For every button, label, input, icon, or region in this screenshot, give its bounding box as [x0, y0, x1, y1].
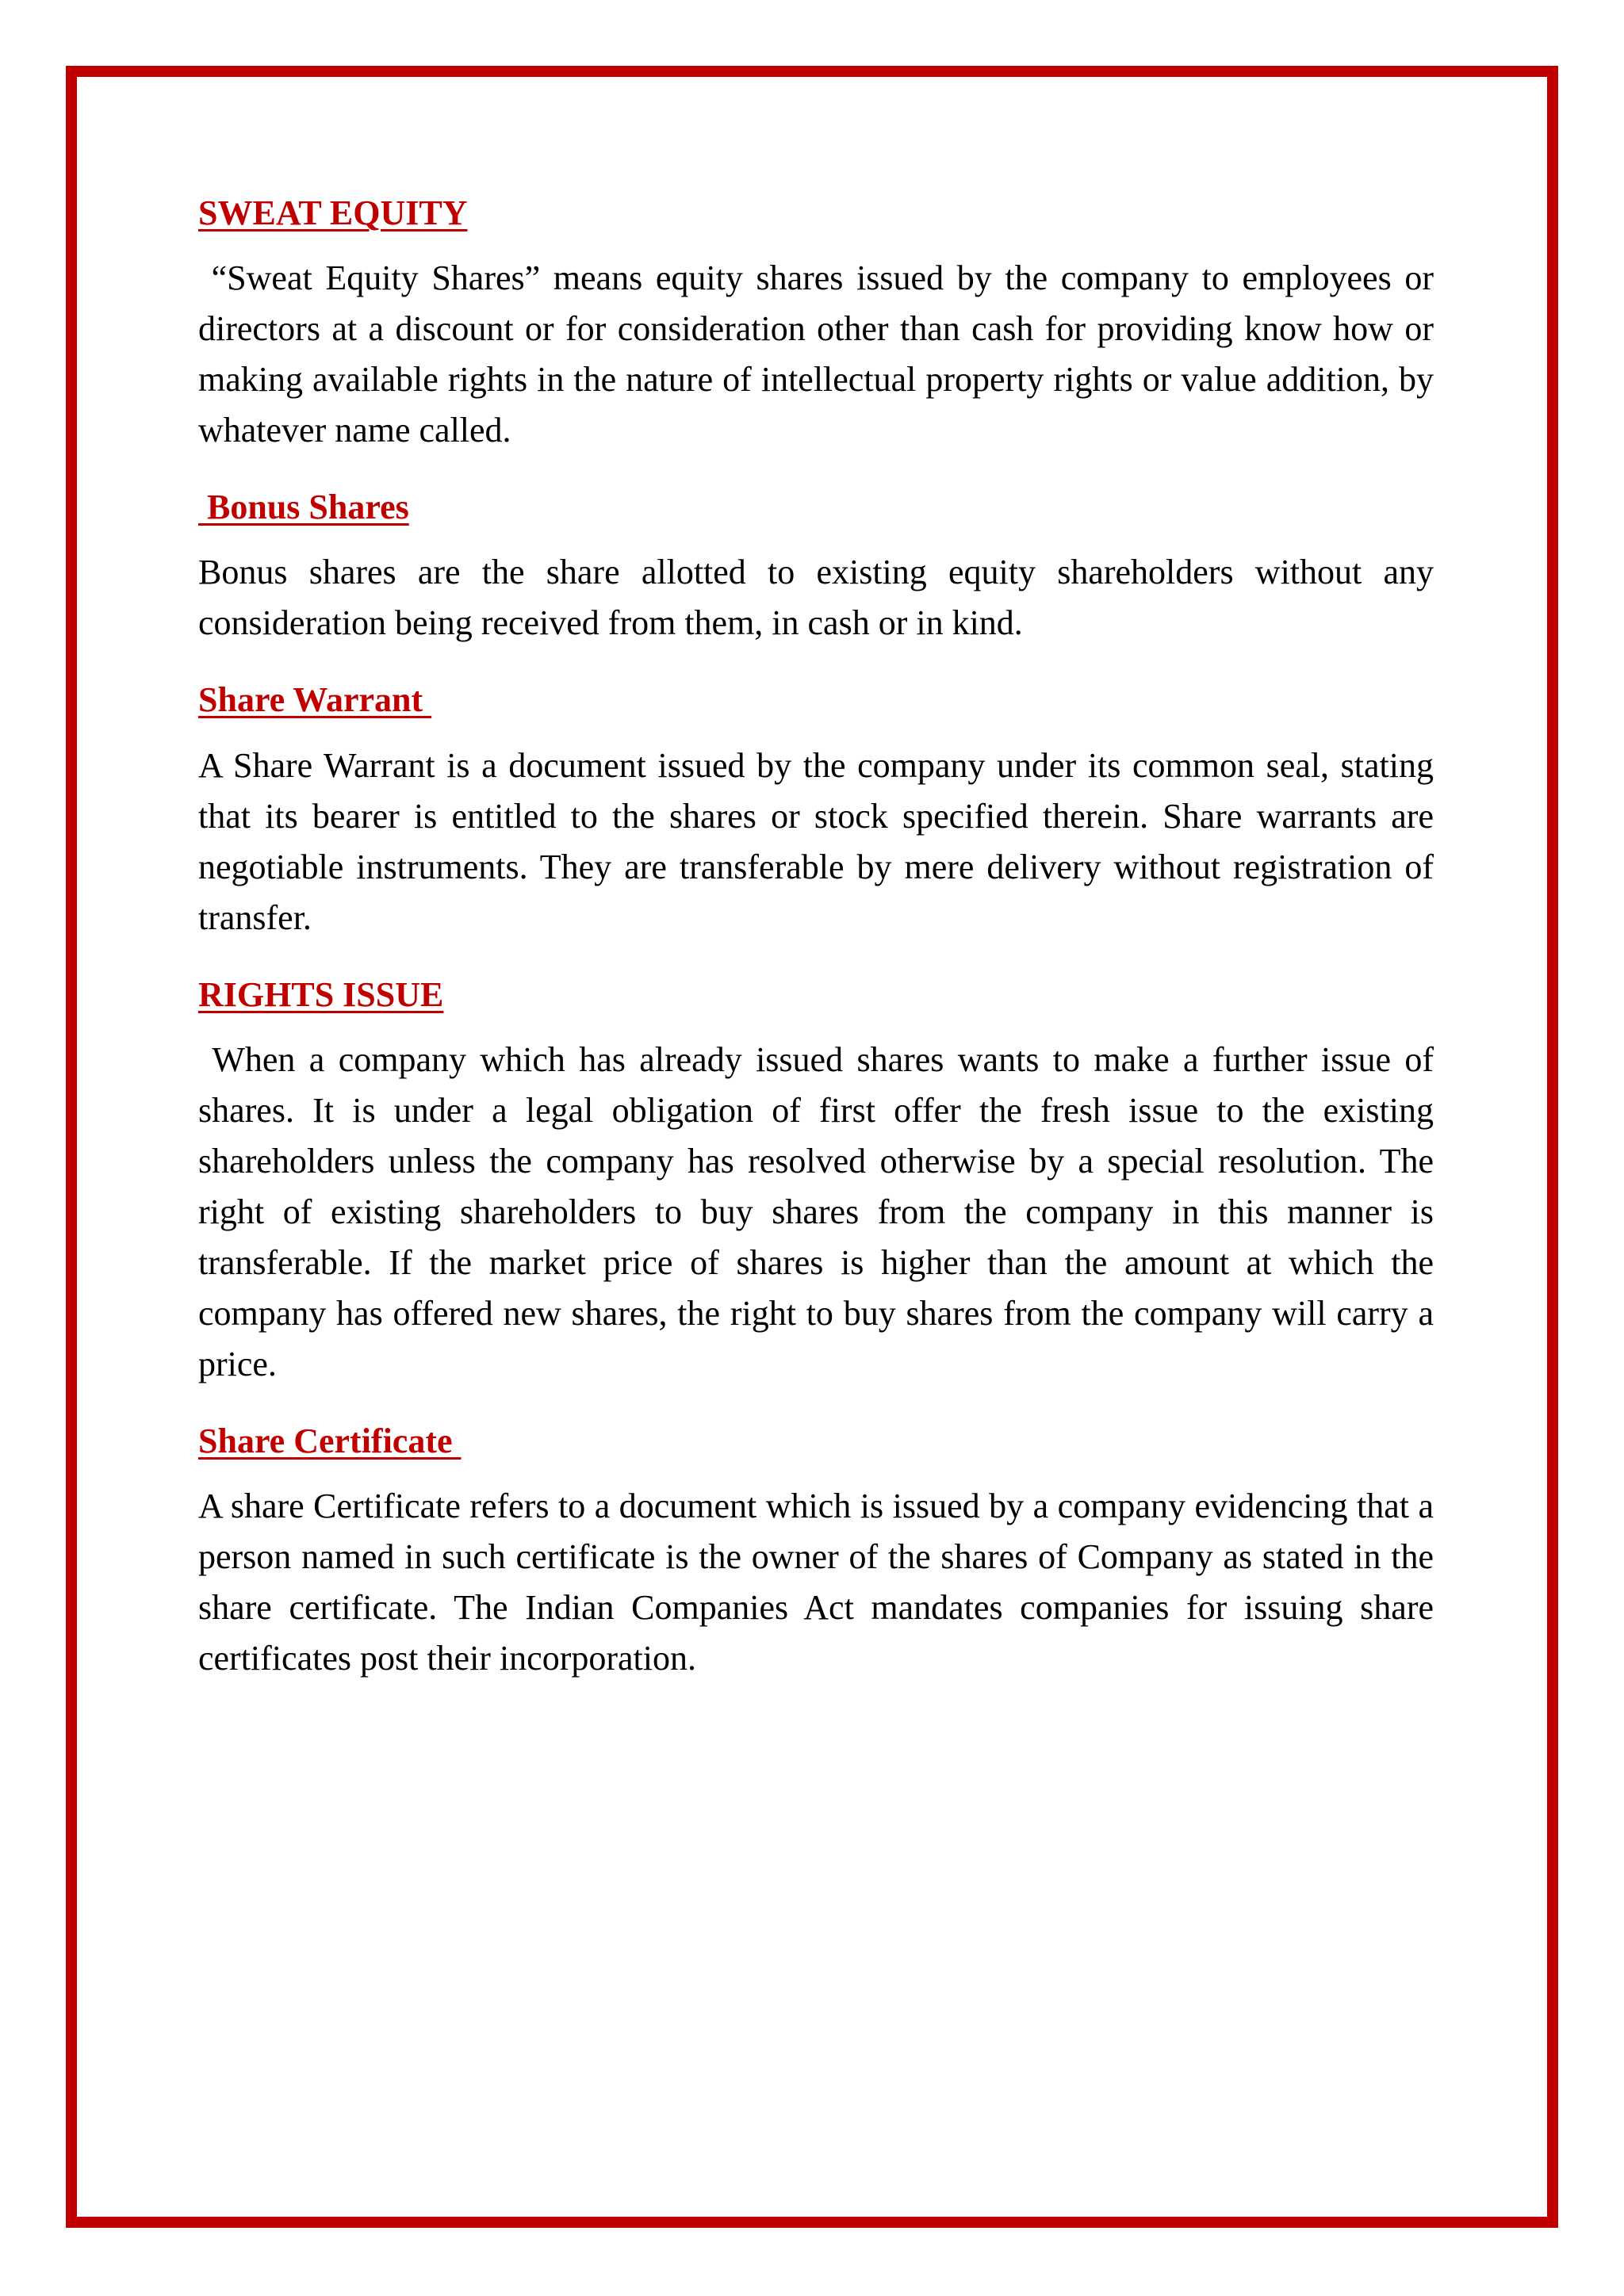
section-share-certificate	[198, 1418, 1442, 1684]
section-body: A Share Warrant is a document issued by the company under its common seal, stating that its bearer is entitled to the shares or stock specified therein. Share warrants are negotiable instruments. They are transferable by mere delivery without registration of transfer.	[198, 745, 1442, 937]
section-bonus-shares	[198, 484, 1442, 649]
section-heading: Share Warrant	[198, 680, 432, 720]
section-body: When a company which has already issued shares wants to make a further issue of shares. It is under a legal obligation of first offer the fresh issue to the existing shareholders unless the company has resolved otherwise by a special resolution. The right of existing shareholders to buy shares from the company in this manner is transferable. If the market price of shares is higher than the amount at which the company has offered new shares, the right to buy shares from the company will carry a price.	[198, 1039, 1443, 1383]
section-heading: RIGHTS ISSUE	[198, 974, 444, 1014]
section-share-warrant	[198, 677, 1442, 943]
section-sweat-equity	[198, 190, 1443, 456]
section-body: A share Certificate refers to a document which is issued by a company evidencing that a person named in such certificate is the owner of the shares of Company as stated in the share certificate. The Indian Companies Act mandates companies for issuing share certificates post their incorporation.	[198, 1486, 1442, 1678]
section-heading: SWEAT EQUITY	[198, 193, 468, 232]
section-rights-issue	[198, 972, 1443, 1390]
section-heading: Bonus Shares	[198, 488, 409, 527]
section-heading: Share Certificate	[198, 1421, 462, 1460]
document-content	[198, 190, 1443, 1712]
section-body: Bonus shares are the share allotted to existing equity shareholders without any consideration being received from them, in cash or in kind.	[198, 553, 1442, 643]
section-body: “Sweat Equity Shares” means equity shares issued by the company to employees or directors at a discount or for consideration other than cash for providing know how or making available rights in the nature of intellectual property rights or value addition, by whatever name called.	[198, 258, 1443, 450]
